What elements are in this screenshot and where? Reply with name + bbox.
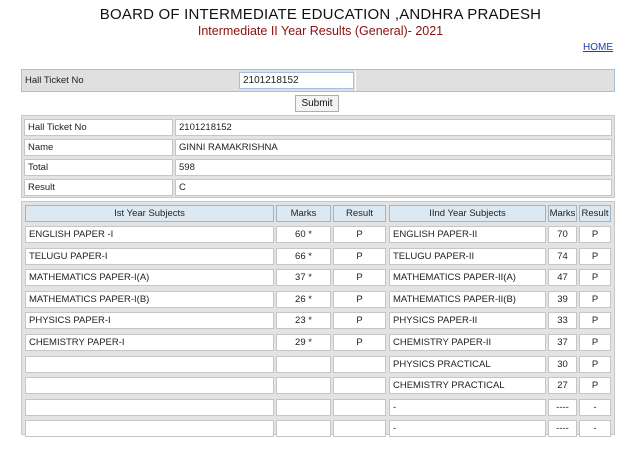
second-year-marks-cell: 39 xyxy=(548,291,577,308)
first-year-result-cell: P xyxy=(333,334,386,351)
hall-ticket-search-bar xyxy=(21,69,615,92)
info-label: Name xyxy=(24,139,173,156)
first-year-subject-cell: TELUGU PAPER-I xyxy=(25,248,274,265)
second-year-subject-cell: CHEMISTRY PRACTICAL xyxy=(389,377,546,394)
first-year-marks-cell: 60 * xyxy=(276,226,331,243)
info-row-total xyxy=(24,159,612,176)
second-year-result-cell: P xyxy=(579,356,611,373)
hall-ticket-label: Hall Ticket No xyxy=(25,75,84,86)
second-year-subject-cell: PHYSICS PAPER-II xyxy=(389,312,546,329)
second-year-result-cell: P xyxy=(579,226,611,243)
first-year-marks-cell xyxy=(276,356,331,373)
first-year-result-cell: P xyxy=(333,269,386,286)
first-year-subject-cell xyxy=(25,356,274,373)
second-year-subject-cell: MATHEMATICS PAPER-II(B) xyxy=(389,291,546,308)
col-header-first-year-result: Result xyxy=(333,205,386,222)
student-info-panel xyxy=(21,115,615,198)
first-year-subject-cell: MATHEMATICS PAPER-I(A) xyxy=(25,269,274,286)
first-year-result-cell: P xyxy=(333,226,386,243)
second-year-result-cell: P xyxy=(579,291,611,308)
first-year-subject-cell: PHYSICS PAPER-I xyxy=(25,312,274,329)
second-year-subject-cell: ENGLISH PAPER-II xyxy=(389,226,546,243)
first-year-result-cell xyxy=(333,377,386,394)
col-header-first-year-marks: Marks xyxy=(276,205,331,222)
home-link[interactable]: HOME xyxy=(583,42,613,53)
second-year-subject-cell: - xyxy=(389,399,546,416)
first-year-marks-cell xyxy=(276,377,331,394)
second-year-marks-cell: ---- xyxy=(548,420,577,437)
board-title: BOARD OF INTERMEDIATE EDUCATION ,ANDHRA PRADESH xyxy=(99,6,542,23)
first-year-marks-cell xyxy=(276,399,331,416)
student-name-value: GINNI RAMAKRISHNA xyxy=(175,139,612,156)
col-header-first-year-subjects: Ist Year Subjects xyxy=(25,205,274,222)
info-label: Result xyxy=(24,179,173,196)
first-year-result-cell xyxy=(333,399,386,416)
second-year-marks-cell: ---- xyxy=(548,399,577,416)
results-subtitle: Intermediate II Year Results (General)- 2021 xyxy=(197,24,444,38)
second-year-result-cell: - xyxy=(579,399,611,416)
second-year-marks-cell: 47 xyxy=(548,269,577,286)
second-year-subject-cell: - xyxy=(389,420,546,437)
marks-table xyxy=(21,201,615,435)
first-year-subject-cell xyxy=(25,399,274,416)
first-year-subject-cell: ENGLISH PAPER -I xyxy=(25,226,274,243)
first-year-subject-cell xyxy=(25,377,274,394)
second-year-subject-cell: PHYSICS PRACTICAL xyxy=(389,356,546,373)
info-label: Hall Ticket No xyxy=(24,119,173,136)
second-year-subject-cell: MATHEMATICS PAPER-II(A) xyxy=(389,269,546,286)
col-header-second-year-subjects: IInd Year Subjects xyxy=(389,205,546,222)
first-year-marks-cell: 37 * xyxy=(276,269,331,286)
first-year-result-cell xyxy=(333,420,386,437)
second-year-result-cell: - xyxy=(579,420,611,437)
first-year-result-cell: P xyxy=(333,248,386,265)
hall-ticket-value: 2101218152 xyxy=(175,119,612,136)
first-year-marks-cell: 66 * xyxy=(276,248,331,265)
hall-ticket-input[interactable] xyxy=(239,72,354,89)
submit-button[interactable]: Submit xyxy=(295,95,339,112)
result-value: C xyxy=(175,179,612,196)
first-year-marks-cell: 23 * xyxy=(276,312,331,329)
second-year-result-cell: P xyxy=(579,334,611,351)
first-year-marks-cell: 26 * xyxy=(276,291,331,308)
first-year-result-cell xyxy=(333,356,386,373)
second-year-result-cell: P xyxy=(579,269,611,286)
first-year-subject-cell: MATHEMATICS PAPER-I(B) xyxy=(25,291,274,308)
first-year-marks-cell: 29 * xyxy=(276,334,331,351)
total-value: 598 xyxy=(175,159,612,176)
col-header-second-year-result: Result xyxy=(579,205,611,222)
info-row-hall-ticket xyxy=(24,119,612,136)
second-year-subject-cell: CHEMISTRY PAPER-II xyxy=(389,334,546,351)
second-year-subject-cell: TELUGU PAPER-II xyxy=(389,248,546,265)
second-year-marks-cell: 70 xyxy=(548,226,577,243)
first-year-subject-cell: CHEMISTRY PAPER-I xyxy=(25,334,274,351)
search-bar-divider xyxy=(355,70,356,91)
second-year-marks-cell: 27 xyxy=(548,377,577,394)
first-year-result-cell: P xyxy=(333,312,386,329)
second-year-marks-cell: 30 xyxy=(548,356,577,373)
first-year-marks-cell xyxy=(276,420,331,437)
second-year-marks-cell: 33 xyxy=(548,312,577,329)
second-year-result-cell: P xyxy=(579,377,611,394)
info-row-result xyxy=(24,179,612,196)
second-year-result-cell: P xyxy=(579,312,611,329)
col-header-second-year-marks: Marks xyxy=(548,205,577,222)
info-row-name xyxy=(24,139,612,156)
first-year-subject-cell xyxy=(25,420,274,437)
info-label: Total xyxy=(24,159,173,176)
second-year-marks-cell: 74 xyxy=(548,248,577,265)
second-year-marks-cell: 37 xyxy=(548,334,577,351)
first-year-result-cell: P xyxy=(333,291,386,308)
second-year-result-cell: P xyxy=(579,248,611,265)
